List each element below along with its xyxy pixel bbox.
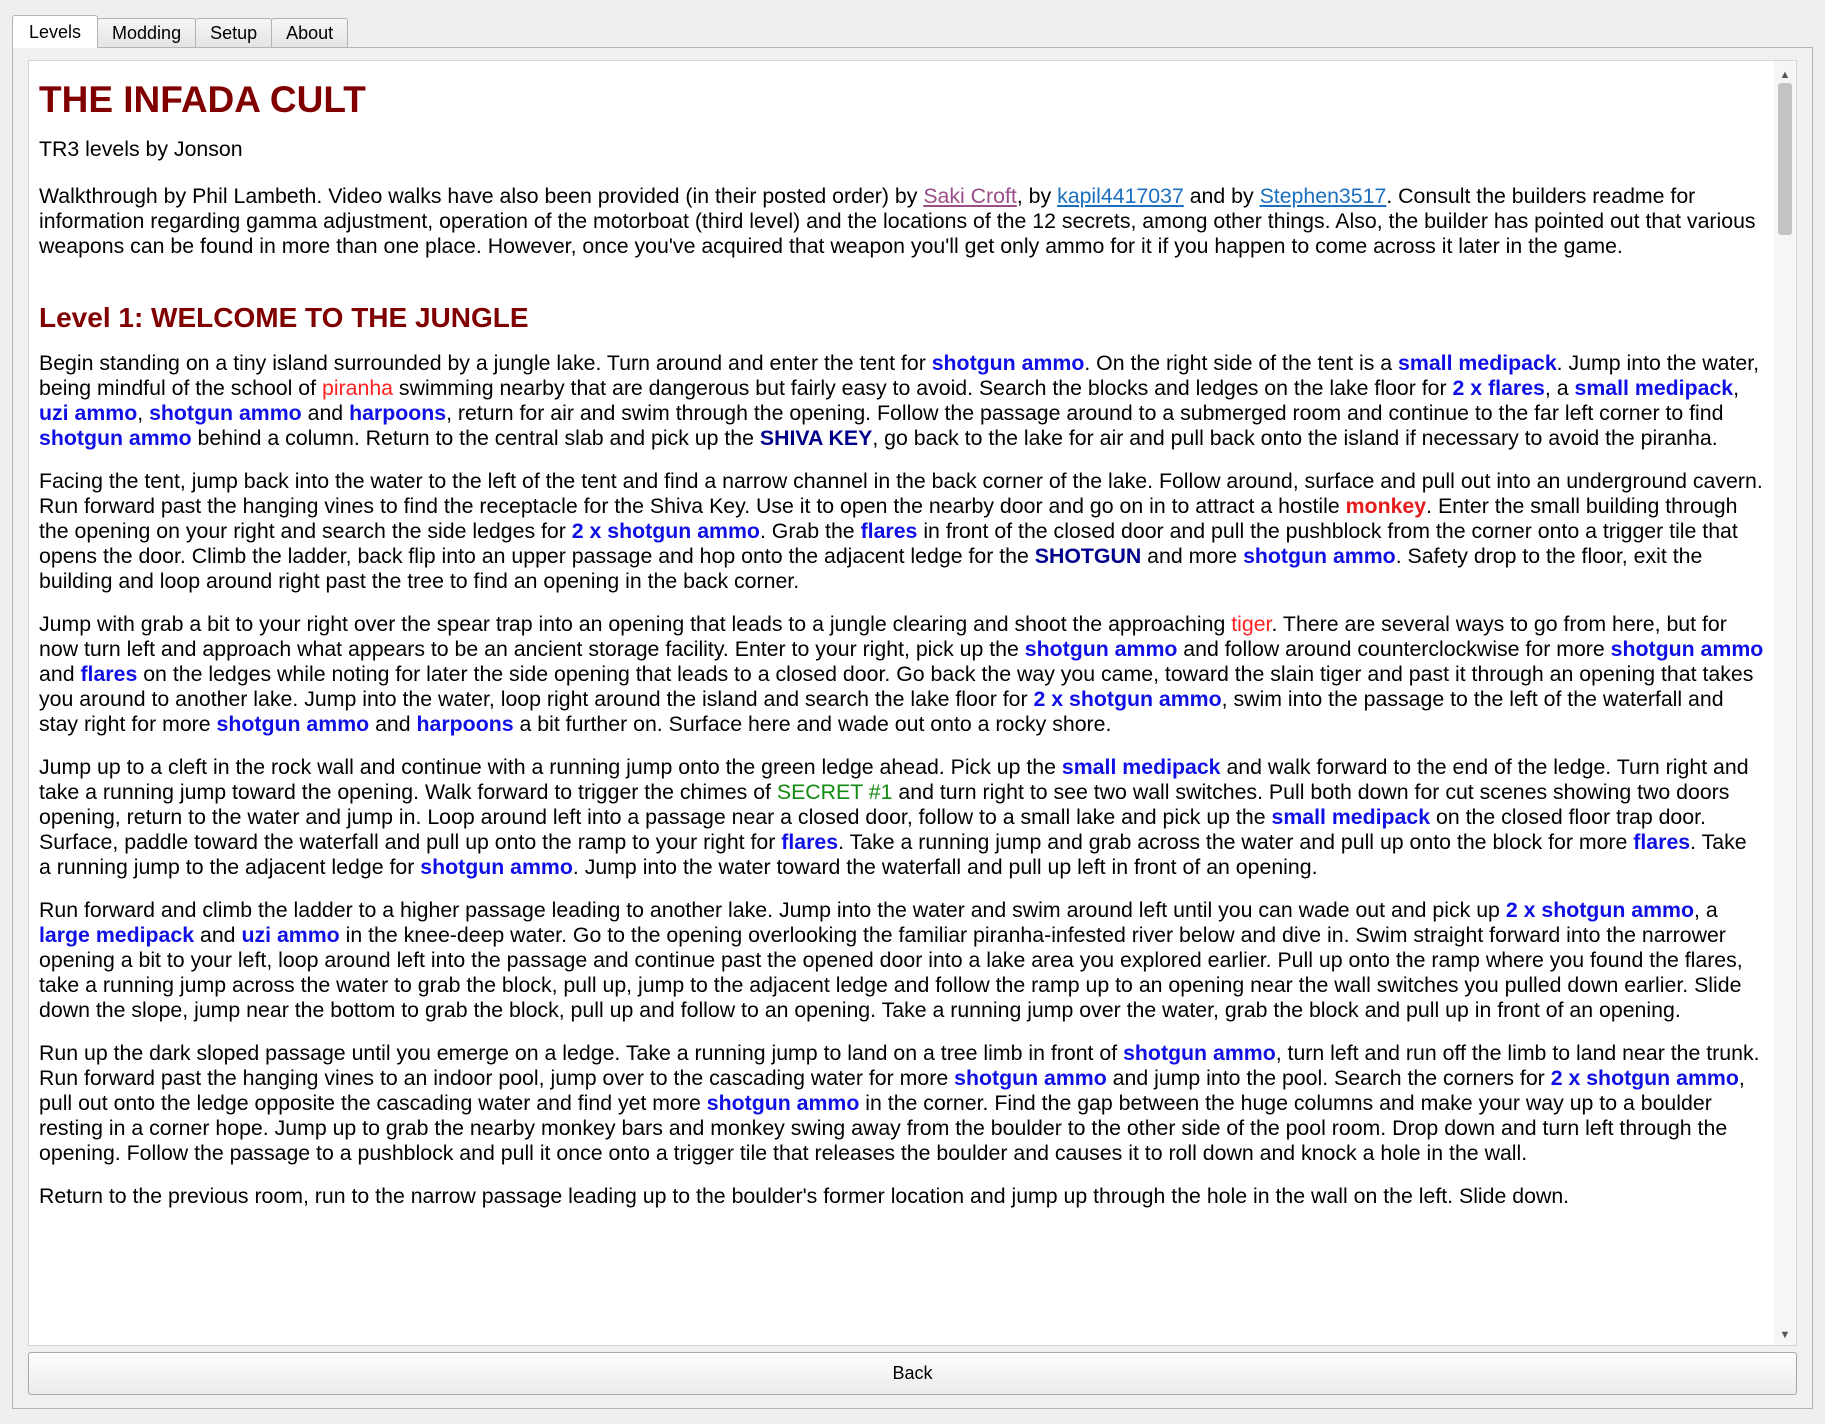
tab-levels[interactable]: Levels — [12, 15, 98, 48]
tab-bar — [12, 15, 347, 48]
intro-paragraph: Walkthrough by Phil Lambeth. Video walks have also been provided (in their posted order) by Saki Croft, by kapil4417037 and by Stephen3517. Consult the builders readme for information regarding gamma adjustment, operation of the motorboat (third level) and the locations of the 12 secrets, among other things. Also, the builder has pointed out that various weapons can be found in more than one place. However, once you've acquired that weapon you'll get only ammo for it if you happen to come across it later in the game. — [39, 184, 1756, 258]
vertical-scrollbar[interactable] — [1774, 61, 1796, 1345]
page-title: THE INFADA CULT — [39, 79, 366, 120]
link-stephen3517[interactable]: Stephen3517 — [1259, 184, 1387, 208]
link-saki-croft[interactable]: Saki Croft — [923, 184, 1017, 208]
paragraph-3: Jump with grab a bit to your right over the spear trap into an opening that leads to a jungle clearing and shoot the approaching tiger. There are several ways to go from here, but for now turn left and approach what appears to be an ancient storage facility. Enter to your right, pick up the shotgun ammo and follow around counterclockwise for more shotgun ammo and flares on the ledges while noting for later the side opening that leads to a closed door. Go back the way you came, toward the slain tiger and past it through an opening that takes you around to another lake. Jump into the water, loop right around the island and search the lake floor for 2 x shotgun ammo, swim into the passage to the left of the waterfall and stay right for more shotgun ammo and harpoons a bit further on. Surface here and wade out onto a rocky shore. — [39, 612, 1764, 736]
paragraph-5: Run forward and climb the ladder to a higher passage leading to another lake. Jump into the water and swim around left until you can wade out and pick up 2 x shotgun ammo, a large medipack and uzi ammo in the knee-deep water. Go to the opening overlooking the familiar piranha-infested river below and dive in. Swim straight forward into the narrower opening a bit to your left, loop around left into the passage and continue past the opened door into a lake area you explored earlier. Pull up onto the ramp where you found the flares, take a running jump across the water to grab the block, pull up, jump to the adjacent ledge and follow the ramp up to an opening near the wall switches you pulled down earlier. Slide down the slope, jump near the bottom to grab the block, pull up and follow to an opening. Take a running jump over the water, grab the block and pull up in front of an opening. — [39, 898, 1743, 1022]
paragraph-1: Begin standing on a tiny island surrounded by a jungle lake. Turn around and enter the tent for shotgun ammo. On the right side of the tent is a small medipack. Jump into the water, being mindful of the school of piranha swimming nearby that are dangerous but fairly easy to avoid. Search the blocks and ledges on the lake floor for 2 x flares, a small medipack, uzi ammo, shotgun ammo and harpoons, return for air and swim through the opening. Follow the passage around to a submerged room and continue to the far left corner to find shotgun ammo behind a column. Return to the central slab and pick up the SHIVA KEY, go back to the lake for air and pull back onto the island if necessary to avoid the piranha. — [39, 351, 1760, 450]
tab-modding[interactable]: Modding — [97, 18, 196, 48]
walkthrough-viewer[interactable] — [28, 60, 1797, 1346]
subtitle: TR3 levels by Jonson — [39, 137, 243, 161]
scroll-down-arrow-icon[interactable]: ▼ — [1779, 1329, 1791, 1341]
walkthrough-content — [39, 71, 1764, 1209]
tab-setup[interactable]: Setup — [195, 18, 272, 48]
paragraph-7: Return to the previous room, run to the narrow passage leading up to the boulder's former location and jump up through the hole in the wall on the left. Slide down. — [39, 1184, 1570, 1208]
scrollbar-thumb[interactable] — [1778, 83, 1792, 235]
back-button[interactable]: Back — [28, 1352, 1797, 1395]
link-kapil4417037[interactable]: kapil4417037 — [1057, 184, 1184, 208]
paragraph-2: Facing the tent, jump back into the water to the left of the tent and find a narrow channel in the back corner of the lake. Follow around, surface and pull out into an underground cavern. Run forward past the hanging vines to find the receptacle for the Shiva Key. Use it to open the nearby door and go on in to attract a hostile monkey. Enter the small building through the opening on your right and search the side ledges for 2 x shotgun ammo. Grab the flares in front of the closed door and pull the pushblock from the corner onto a trigger tile that opens the door. Climb the ladder, back flip into an upper passage and hop onto the adjacent ledge for the SHOTGUN and more shotgun ammo. Safety drop to the floor, exit the building and loop around right past the tree to find an opening in the back corner. — [39, 469, 1763, 593]
level-heading: Level 1: WELCOME TO THE JUNGLE — [39, 302, 529, 333]
tab-about[interactable]: About — [271, 18, 348, 48]
paragraph-6: Run up the dark sloped passage until you emerge on a ledge. Take a running jump to land on a tree limb in front of shotgun ammo, turn left and run off the limb to land near the trunk. Run forward past the hanging vines to an indoor pool, jump over to the cascading water for more shotgun ammo and jump into the pool. Search the corners for 2 x shotgun ammo, pull out onto the ledge opposite the cascading water and find yet more shotgun ammo in the corner. Find the gap between the huge columns and make your way up to a boulder resting in a corner hope. Jump up to grab the nearby monkey bars and monkey swing away from the boulder to the other side of the pool room. Drop down and turn left through the opening. Follow the passage to a pushblock and pull it once onto a trigger tile that releases the boulder and causes it to roll down and knock a hole in the wall. — [39, 1041, 1760, 1165]
scroll-up-arrow-icon[interactable]: ▲ — [1779, 69, 1791, 81]
paragraph-4: Jump up to a cleft in the rock wall and continue with a running jump onto the green ledge ahead. Pick up the small medipack and walk forward to the end of the ledge. Turn right and take a running jump toward the opening. Walk forward to trigger the chimes of SECRET #1 and turn right to see two wall switches. Pull both down for cut scenes showing two doors opening, return to the water and jump in. Loop around left into a passage near a closed door, follow to a small lake and pick up the small medipack on the closed floor trap door. Surface, paddle toward the waterfall and pull up onto the ramp to your right for flares. Take a running jump and grab across the water and pull up onto the block for more flares. Take a running jump to the adjacent ledge for shotgun ammo. Jump into the water toward the waterfall and pull up left in front of an opening. — [39, 755, 1749, 879]
